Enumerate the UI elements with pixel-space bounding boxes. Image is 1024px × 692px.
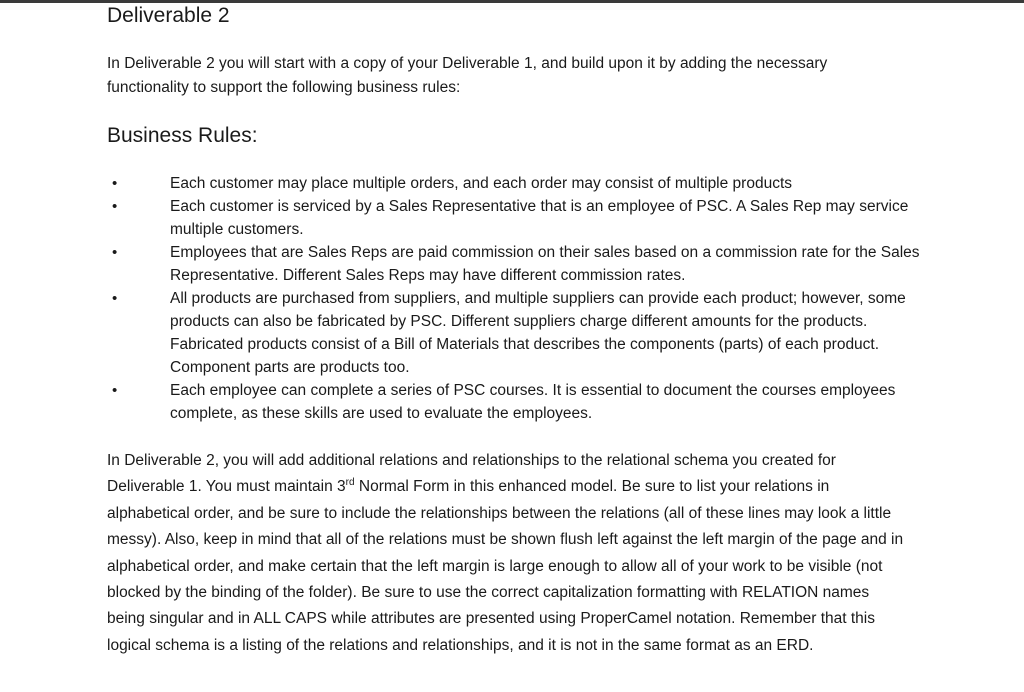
list-item — [107, 241, 927, 287]
business-rules-heading: Business Rules: — [107, 124, 258, 147]
bullet-icon: • — [112, 175, 118, 192]
list-item — [107, 172, 927, 195]
rule-text: Each employee can complete a series of PSC courses. It is essential to document the courses employees complete, as these skills are used to evaluate the employees. — [170, 382, 896, 422]
bullet-icon: • — [112, 382, 118, 399]
rule-text: Each customer may place multiple orders, and each order may consist of multiple products — [170, 175, 793, 192]
ordinal-superscript: rd — [345, 477, 355, 489]
bullet-icon: • — [112, 198, 118, 215]
business-rules-list — [107, 172, 927, 425]
intro-paragraph: In Deliverable 2 you will start with a copy of your Deliverable 1, and build upon it by adding the necessary functionality to support the following business rules: — [107, 55, 828, 96]
list-item — [107, 195, 927, 241]
list-item — [107, 287, 927, 379]
closing-paragraph — [107, 448, 907, 659]
closing-text-part2: Normal Form in this enhanced model. Be sure to list your relations in alphabetical order, and be sure to include the relationships between the relations (all of these lines may look a little messy). Also, keep in mind that all of the relations must be shown flush left against the left margin of the page and in alphabetical order, and make certain that the left margin is large enough to allow all of your work to be visible (not blocked by the binding of the folder). Be sure to use the correct capitalization formatting with RELATION names being singular and in ALL CAPS while attributes are presented using ProperCamel notation. Remember that this logical schema is a listing of the relations and relationships, and it is not in the same format as an ERD. — [107, 478, 904, 654]
document-title: Deliverable 2 — [107, 4, 230, 27]
bullet-icon: • — [112, 244, 118, 261]
bullet-icon: • — [112, 290, 118, 307]
closing-text-part1: In Deliverable 2, you will add additional relations and relationships to the relational schema you created for Deliverable 1. You must maintain 3 — [107, 452, 836, 496]
rule-text: Employees that are Sales Reps are paid commission on their sales based on a commission rate for the Sales Representative. Different Sales Reps may have different commission rates. — [170, 244, 920, 284]
rule-text: All products are purchased from suppliers, and multiple suppliers can provide each product; however, some products can also be fabricated by PSC. Different suppliers charge different amounts for the products. Fabricated products consist of a Bill of Materials that describes the components (parts) of each product. Component parts are products too. — [170, 290, 906, 376]
rule-text: Each customer is serviced by a Sales Representative that is an employee of PSC. A Sales Rep may service multiple customers. — [170, 198, 909, 238]
list-item — [107, 379, 927, 425]
